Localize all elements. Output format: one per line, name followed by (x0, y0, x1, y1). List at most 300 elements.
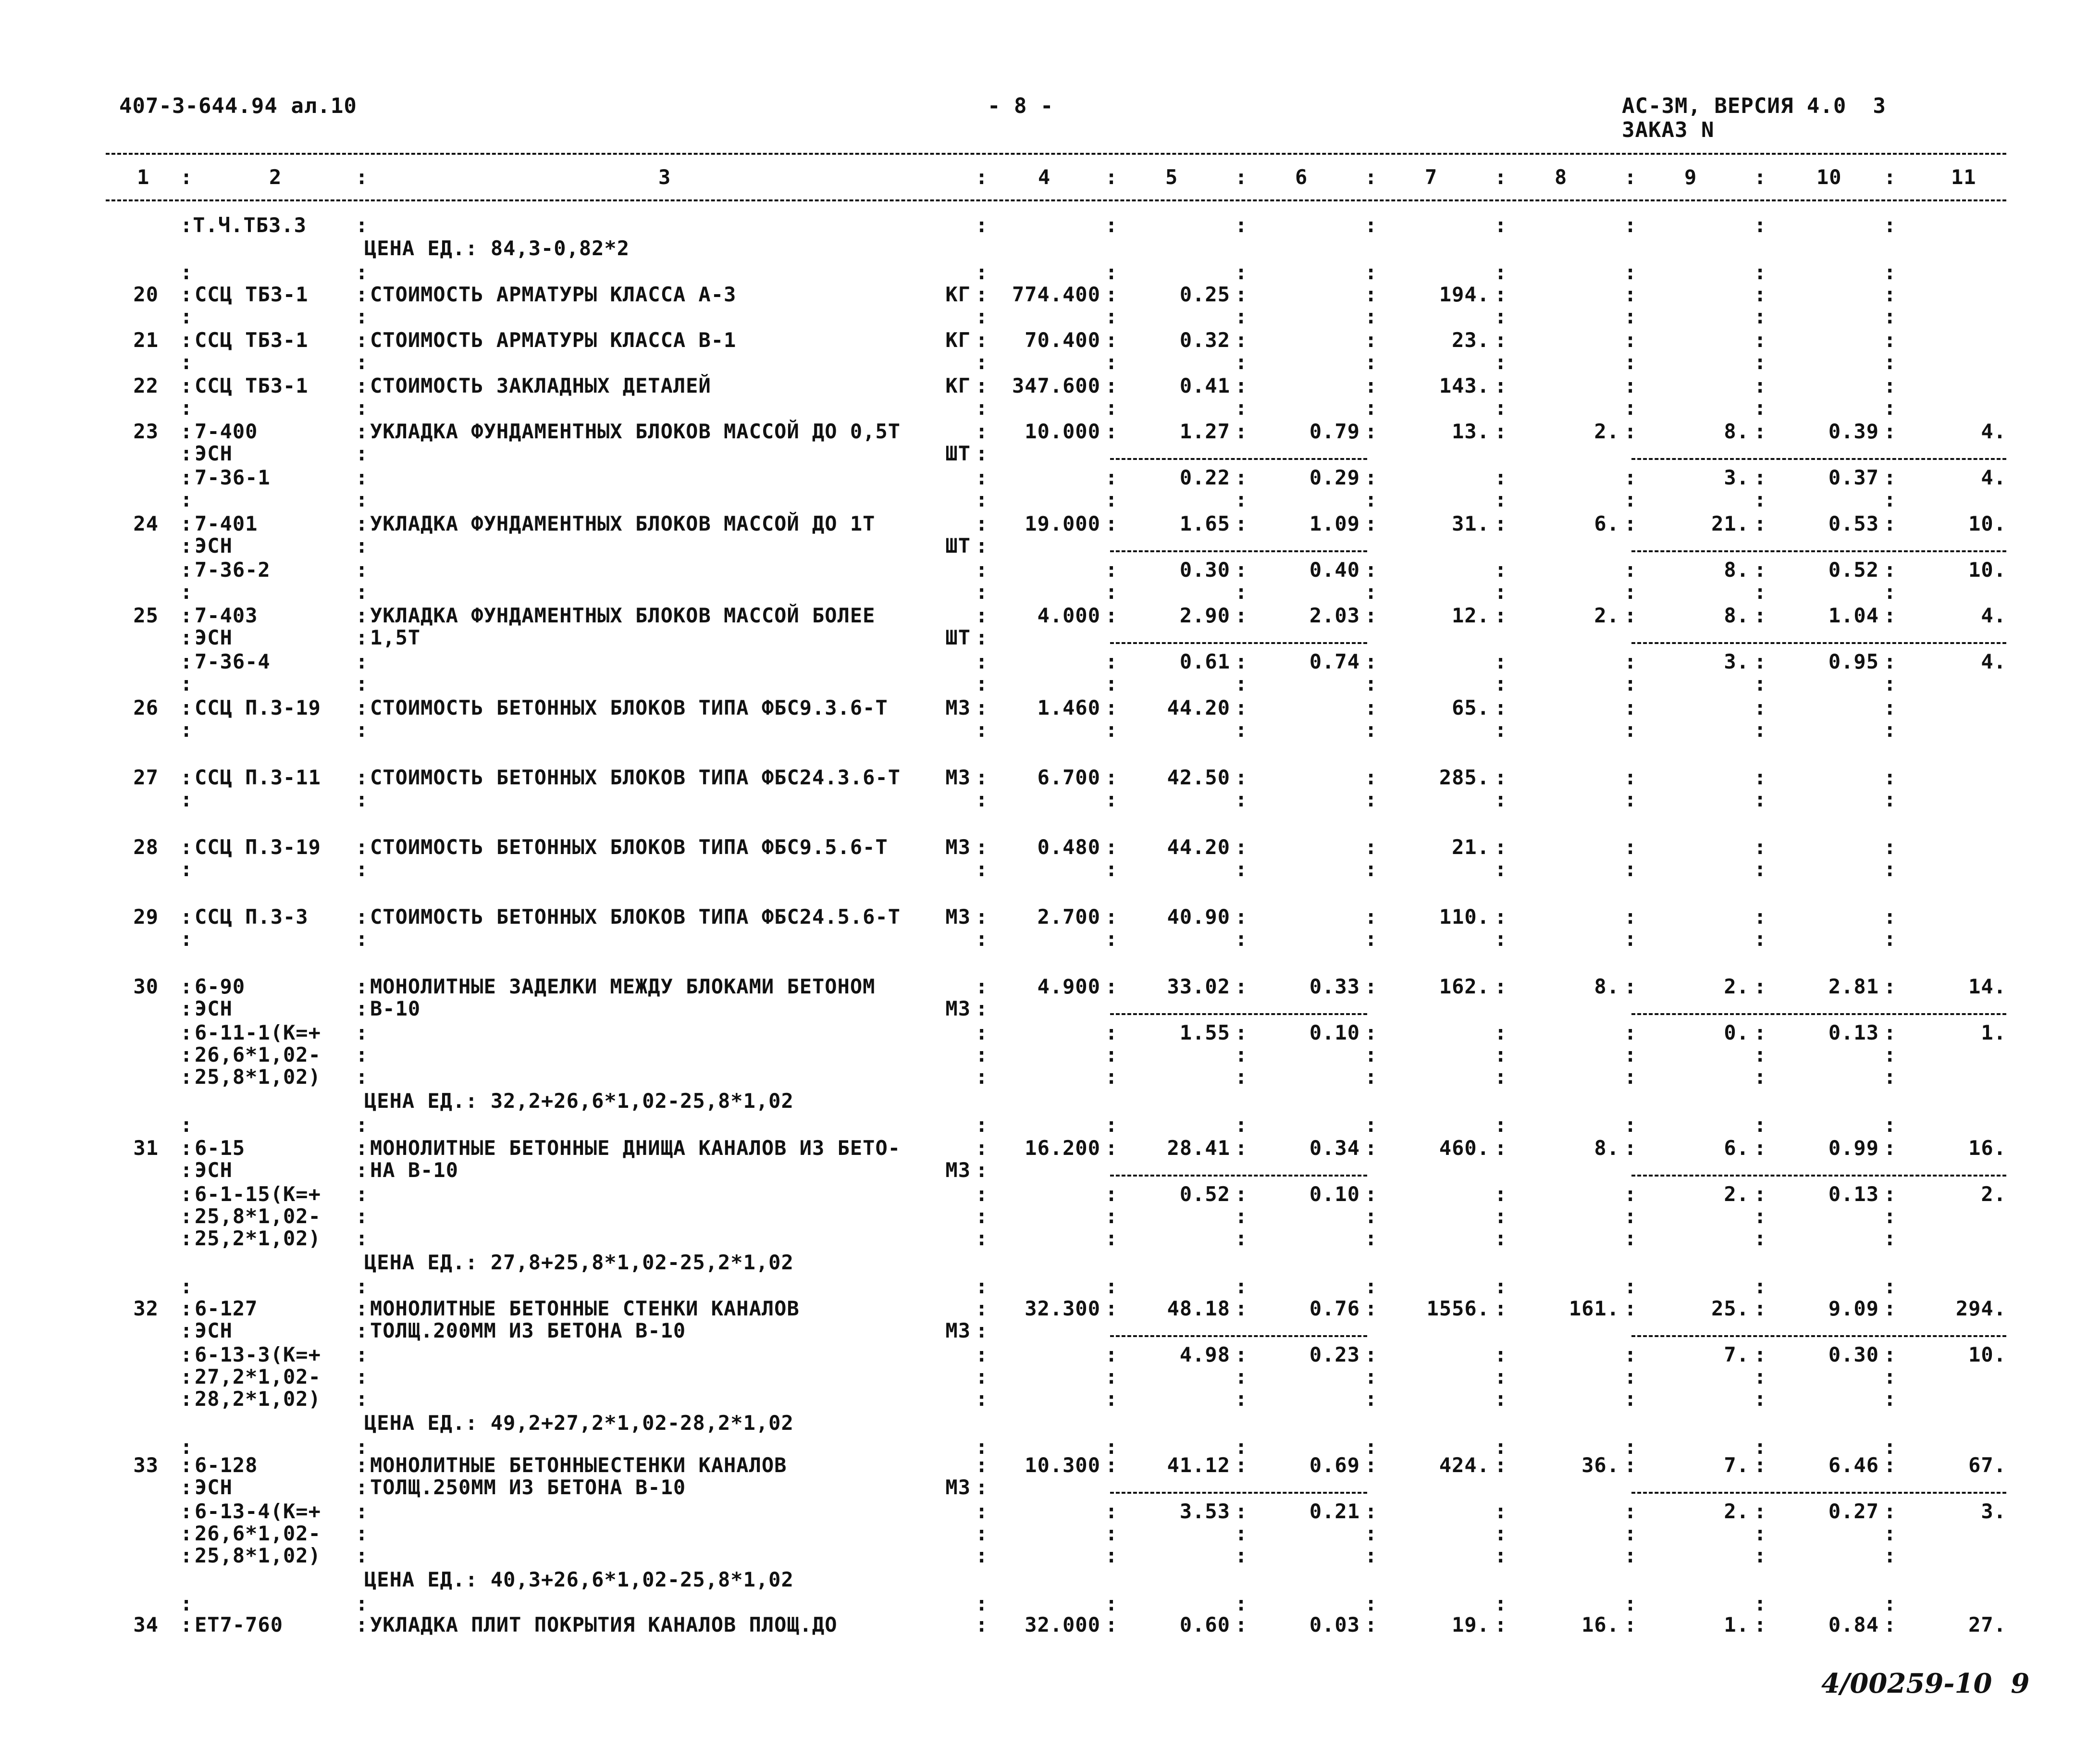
row-34-col9: 1. (1724, 1613, 1749, 1636)
row-23-col7: 13. (1452, 420, 1490, 443)
row-28-sep-1: : (356, 835, 369, 859)
row-31-sep-2: : (976, 1136, 988, 1160)
row-30-l4-sep-9: : (1884, 1043, 1897, 1066)
row-24-gap-sep-3: : (1105, 580, 1118, 604)
row-33-l5-sep-0: : (180, 1544, 193, 1567)
row-28-sep-3: : (1105, 835, 1118, 859)
row-28-gap-sep-2: : (976, 857, 988, 881)
row-23-col11: 4. (1981, 420, 2006, 443)
doc-code: 407-3-644.94 ал.10 (119, 94, 357, 118)
row-23-description: УКЛАДКА ФУНДАМЕНТНЫХ БЛОКОВ МАССОЙ ДО 0,5Т (370, 420, 901, 443)
row-31-col8: 8. (1594, 1136, 1619, 1160)
row-33-sep-8: : (1754, 1453, 1767, 1477)
row-29-sep-1: : (356, 905, 369, 929)
row-30-col6: 0.33 (1309, 975, 1360, 998)
row-28-gap-sep-5: : (1365, 857, 1378, 881)
row-24-l3-sep-9: : (1884, 558, 1897, 582)
row-26-gap-sep-3: : (1105, 718, 1118, 742)
row-20-gap-sep-6: : (1495, 305, 1507, 328)
row-22-sep-4: : (1235, 374, 1248, 397)
row-21-sep-9: : (1884, 328, 1897, 352)
row-24-sub-col11: 10. (1968, 558, 2006, 582)
row-32-sub-col6: 0.23 (1309, 1343, 1360, 1366)
row-24-split-rule-b (1631, 550, 2006, 552)
row-30-l4-sep-4: : (1235, 1043, 1248, 1066)
row-29-code: ССЦ П.3-3 (195, 905, 309, 929)
row-25-l3-sep-2: : (976, 650, 988, 673)
row-31-l5-sep-7: : (1624, 1227, 1637, 1250)
row-28-gap-sep-3: : (1105, 857, 1118, 881)
row-29-gap-sep-9: : (1884, 927, 1897, 951)
row-30-sep-0: : (180, 975, 193, 998)
row-30-l4-sep-5: : (1365, 1043, 1378, 1066)
row-26-number: 26 (133, 696, 159, 719)
row-23-l3-sep-2: : (976, 466, 988, 489)
row-20-sep-5: : (1365, 283, 1378, 306)
system-version: АС-3М, ВЕРСИЯ 4.0 3 (1622, 94, 1886, 118)
row-33-col8: 36. (1581, 1453, 1619, 1477)
row-24-l3-sep-3: : (1105, 558, 1118, 582)
row-21-gap-sep-7: : (1624, 350, 1637, 374)
column-header-8: 8 (1555, 165, 1568, 189)
row-27-gap-sep-2: : (976, 788, 988, 811)
row-22-unit: КГ (945, 374, 971, 397)
row-32-l3-sep-9: : (1884, 1343, 1897, 1366)
row-33-sep-5: : (1365, 1453, 1378, 1477)
row-32-sep-8: : (1754, 1297, 1767, 1320)
row-27-sep-2: : (976, 766, 988, 789)
column-header-5: 5 (1165, 165, 1178, 189)
row-24-sub-col9: 8. (1724, 558, 1749, 582)
row-33-sep-2: : (976, 1453, 988, 1477)
row-32-l3-sep-1: : (356, 1343, 369, 1366)
row-25-sub-col9: 3. (1724, 650, 1749, 673)
row-33-sub-col9: 2. (1724, 1500, 1749, 1523)
row-22-code: ССЦ ТБЗ-1 (195, 374, 309, 397)
row-32-col11: 294. (1955, 1297, 2006, 1320)
row-24-l2-sep-0: : (180, 534, 193, 558)
row-23-gap-sep-6: : (1495, 488, 1507, 511)
row-30-l3-sep-4: : (1235, 1021, 1248, 1044)
row-29-gap-sep-8: : (1754, 927, 1767, 951)
top-gap-sep-0: : (180, 260, 193, 284)
row-22-description: СТОИМОСТЬ ЗАКЛАДНЫХ ДЕТАЛЕЙ (370, 374, 711, 397)
row-21-gap-sep-0: : (180, 350, 193, 374)
row-27-gap-sep-9: : (1884, 788, 1897, 811)
row-30-sep-5: : (1365, 975, 1378, 998)
row-32-number: 32 (133, 1297, 159, 1320)
row-33-code-3: 6-13-4(К=+ (195, 1500, 321, 1523)
row-33-description-2: ТОЛЩ.250ММ ИЗ БЕТОНА В-10 (370, 1475, 686, 1499)
row-33-gap-sep-3: : (1105, 1592, 1118, 1615)
row-25-col10: 1.04 (1828, 604, 1879, 627)
row-31-sub-col5: 0.52 (1179, 1182, 1230, 1206)
row-33-quantity: 10.300 (1025, 1453, 1100, 1477)
row-30-l2-sep-0: : (180, 997, 193, 1020)
row-23-sub-col5: 0.22 (1179, 466, 1230, 489)
row-27-sep-8: : (1754, 766, 1767, 789)
row-31-gap-sep-6: : (1495, 1275, 1507, 1298)
row-31-code: 6-15 (195, 1136, 246, 1160)
row-27-sep-1: : (356, 766, 369, 789)
row-31-sep-5: : (1365, 1136, 1378, 1160)
row-23-l3-sep-5: : (1365, 466, 1378, 489)
row-30-gap-sep-5: : (1365, 1113, 1378, 1137)
row-24-col10: 0.53 (1828, 512, 1879, 535)
row-30-col8: 8. (1594, 975, 1619, 998)
row-24-sep-4: : (1235, 512, 1248, 535)
row-31-sep-1: : (356, 1136, 369, 1160)
row-31-gap-sep-3: : (1105, 1275, 1118, 1298)
row-33-code-2: ЭСН (195, 1475, 233, 1499)
row-32-l3-sep-0: : (180, 1343, 193, 1366)
row-31-l5-sep-1: : (356, 1227, 369, 1250)
row-22-quantity: 347.600 (1012, 374, 1100, 397)
row-30-description-2: В-10 (370, 997, 421, 1020)
row-33-l3-sep-5: : (1365, 1500, 1378, 1523)
row-34-col7: 19. (1452, 1613, 1490, 1636)
row-25-l3-sep-6: : (1495, 650, 1507, 673)
row-33-l2-sep-0: : (180, 1475, 193, 1499)
row-25-sep-1: : (356, 604, 369, 627)
row-24-l2-sep-1: : (356, 534, 369, 558)
row-20-gap-sep-7: : (1624, 305, 1637, 328)
row-31-code-3: 6-1-15(К=+ (195, 1182, 321, 1206)
row-25-sep-3: : (1105, 604, 1118, 627)
row-31-l3-sep-1: : (356, 1182, 369, 1206)
row-28-gap-sep-6: : (1495, 857, 1507, 881)
row-29-gap-sep-6: : (1495, 927, 1507, 951)
row-33-l3-sep-4: : (1235, 1500, 1248, 1523)
row-33-gap-sep-7: : (1624, 1592, 1637, 1615)
row-25-split-rule-a (1110, 642, 1367, 644)
row-21-col7: 23. (1452, 328, 1490, 352)
row-23-gap-sep-7: : (1624, 488, 1637, 511)
row-24-col6: 1.09 (1309, 512, 1360, 535)
price-formula-top: ЦЕНА ЕД.: 84,3-0,82*2 (364, 236, 630, 260)
row-32-col7: 1556. (1426, 1297, 1490, 1320)
row-23-col10: 0.39 (1828, 420, 1879, 443)
row-31-quantity: 16.200 (1025, 1136, 1100, 1160)
column-header-sep-7: : (1624, 165, 1637, 189)
column-header-sep-3: : (1105, 165, 1118, 189)
row-25-l3-sep-5: : (1365, 650, 1378, 673)
row-26-gap-sep-7: : (1624, 718, 1637, 742)
row-24-l2-sep-2: : (976, 534, 988, 558)
row-28-gap-sep-4: : (1235, 857, 1248, 881)
row-23-l3-sep-7: : (1624, 466, 1637, 489)
row-31-sep-7: : (1624, 1136, 1637, 1160)
row-25-gap-sep-7: : (1624, 672, 1637, 695)
row-33-sub-col6: 0.21 (1309, 1500, 1360, 1523)
row-33-gap-sep-9: : (1884, 1592, 1897, 1615)
row-22-gap-sep-5: : (1365, 396, 1378, 420)
row-34-sep-1: : (356, 1613, 369, 1636)
row-31-number: 31 (133, 1136, 159, 1160)
row-25-sep-9: : (1884, 604, 1897, 627)
row-33-l5-sep-5: : (1365, 1544, 1378, 1567)
row-32-l3-sep-4: : (1235, 1343, 1248, 1366)
row-21-gap-sep-1: : (356, 350, 369, 374)
row-21-gap-sep-3: : (1105, 350, 1118, 374)
row-32-l3-sep-7: : (1624, 1343, 1637, 1366)
row-24-sep-1: : (356, 512, 369, 535)
row-25-code-2: ЭСН (195, 626, 233, 649)
row-31-sub-col9: 2. (1724, 1182, 1749, 1206)
row-30-l3-sep-6: : (1495, 1021, 1507, 1044)
row-23-col6: 0.79 (1309, 420, 1360, 443)
row-26-sep-4: : (1235, 696, 1248, 719)
row-33-code: 6-128 (195, 1453, 258, 1477)
row-23-sep-6: : (1495, 420, 1507, 443)
row-24-l3-sep-2: : (976, 558, 988, 582)
row-30-gap-sep-9: : (1884, 1113, 1897, 1137)
row-26-description: СТОИМОСТЬ БЕТОННЫХ БЛОКОВ ТИПА ФБС9.3.6-Т (370, 696, 888, 719)
row-33-col6: 0.69 (1309, 1453, 1360, 1477)
row-33-l5-sep-4: : (1235, 1544, 1248, 1567)
row-31-l3-sep-6: : (1495, 1182, 1507, 1206)
row-26-sep-3: : (1105, 696, 1118, 719)
order-number: ЗАКАЗ N (1622, 118, 1715, 142)
row-27-sep-6: : (1495, 766, 1507, 789)
row-27-sep-7: : (1624, 766, 1637, 789)
row-29-sep-9: : (1884, 905, 1897, 929)
row-30-l4-sep-1: : (356, 1043, 369, 1066)
row-33-gap-sep-2: : (976, 1592, 988, 1615)
row-30-l3-sep-1: : (356, 1021, 369, 1044)
row-29-sep-0: : (180, 905, 193, 929)
row-31-l3-sep-0: : (180, 1182, 193, 1206)
row-31-code-2: ЭСН (195, 1158, 233, 1182)
row-26-sep-8: : (1754, 696, 1767, 719)
row-27-sep-5: : (1365, 766, 1378, 789)
row-32-l4-sep-2: : (976, 1365, 988, 1388)
row-28-sep-7: : (1624, 835, 1637, 859)
row-26-code: ССЦ П.3-19 (195, 696, 321, 719)
row-20-number: 20 (133, 283, 159, 306)
row-31-l2-sep-0: : (180, 1158, 193, 1182)
row-20-sep-8: : (1754, 283, 1767, 306)
top-sep-2: : (1105, 213, 1118, 237)
page-number: - 8 - (988, 94, 1054, 118)
row-34-code: ЕТ7-760 (195, 1613, 284, 1636)
row-33-l4-sep-6: : (1495, 1522, 1507, 1545)
top-gap-sep-8: : (1754, 260, 1767, 284)
row-24-code-2: ЭСН (195, 534, 233, 558)
row-25-l2-sep-1: : (356, 626, 369, 649)
row-32-description: МОНОЛИТНЫЕ БЕТОННЫЕ СТЕНКИ КАНАЛОВ (370, 1297, 800, 1320)
row-25-col8: 2. (1594, 604, 1619, 627)
row-33-l3-sep-0: : (180, 1500, 193, 1523)
row-33-l3-sep-6: : (1495, 1500, 1507, 1523)
row-20-sep-6: : (1495, 283, 1507, 306)
row-34-sep-0: : (180, 1613, 193, 1636)
top-sep-0: : (356, 213, 369, 237)
row-32-col9: 25. (1711, 1297, 1749, 1320)
row-34-col10: 0.84 (1828, 1613, 1879, 1636)
row-32-l5-sep-5: : (1365, 1387, 1378, 1411)
row-33-l5-sep-2: : (976, 1544, 988, 1567)
row-22-sep-2: : (976, 374, 988, 397)
row-32-gap-sep-4: : (1235, 1435, 1248, 1459)
row-24-l3-sep-8: : (1754, 558, 1767, 582)
row-31-l4-sep-3: : (1105, 1204, 1118, 1228)
row-25-l3-sep-9: : (1884, 650, 1897, 673)
row-20-sep-9: : (1884, 283, 1897, 306)
row-25-col7: 12. (1452, 604, 1490, 627)
row-26-gap-sep-6: : (1495, 718, 1507, 742)
row-32-unit: М3 (945, 1319, 971, 1342)
row-32-l3-sep-2: : (976, 1343, 988, 1366)
row-29-sep-6: : (1495, 905, 1507, 929)
row-31-l4-sep-6: : (1495, 1204, 1507, 1228)
row-25-gap-sep-4: : (1235, 672, 1248, 695)
row-31-l4-sep-4: : (1235, 1204, 1248, 1228)
row-29-col7: 110. (1439, 905, 1490, 929)
row-31-sep-0: : (180, 1136, 193, 1160)
row-33-col11: 67. (1968, 1453, 2006, 1477)
row-31-l3-sep-3: : (1105, 1182, 1118, 1206)
row-28-code: ССЦ П.3-19 (195, 835, 321, 859)
row-26-sep-9: : (1884, 696, 1897, 719)
row-21-gap-sep-2: : (976, 350, 988, 374)
row-30-code-4: 26,6*1,02- (195, 1043, 321, 1066)
row-32-sub-col10: 0.30 (1828, 1343, 1879, 1366)
row-32-split-rule-a (1110, 1335, 1367, 1337)
row-20-gap-sep-4: : (1235, 305, 1248, 328)
row-20-gap-sep-3: : (1105, 305, 1118, 328)
row-29-col5: 40.90 (1167, 905, 1230, 929)
row-33-l4-sep-7: : (1624, 1522, 1637, 1545)
row-28-quantity: 0.480 (1037, 835, 1100, 859)
row-32-gap-sep-2: : (976, 1435, 988, 1459)
column-header-3: 3 (658, 165, 671, 189)
row-21-sep-8: : (1754, 328, 1767, 352)
row-33-split-rule-a (1110, 1492, 1367, 1494)
row-32-sep-4: : (1235, 1297, 1248, 1320)
row-32-code-5: 28,2*1,02) (195, 1387, 321, 1411)
row-33-col10: 6.46 (1828, 1453, 1879, 1477)
row-30-sep-6: : (1495, 975, 1507, 998)
row-32-gap-sep-8: : (1754, 1435, 1767, 1459)
row-28-number: 28 (133, 835, 159, 859)
row-26-sep-7: : (1624, 696, 1637, 719)
row-31-gap-sep-9: : (1884, 1275, 1897, 1298)
row-23-l2-sep-2: : (976, 442, 988, 465)
row-31-l4-sep-7: : (1624, 1204, 1637, 1228)
row-26-col5: 44.20 (1167, 696, 1230, 719)
row-25-sub-col11: 4. (1981, 650, 2006, 673)
row-33-l3-sep-9: : (1884, 1500, 1897, 1523)
row-31-l4-sep-8: : (1754, 1204, 1767, 1228)
row-26-gap-sep-4: : (1235, 718, 1248, 742)
row-31-split-rule-a (1110, 1175, 1367, 1177)
row-24-quantity: 19.000 (1025, 512, 1100, 535)
row-34-sep-3: : (1105, 1613, 1118, 1636)
row-25-l3-sep-3: : (1105, 650, 1118, 673)
row-23-sub-col6: 0.29 (1309, 466, 1360, 489)
row-32-l4-sep-0: : (180, 1365, 193, 1388)
row-29-sep-5: : (1365, 905, 1378, 929)
row-22-sep-9: : (1884, 374, 1897, 397)
row-32-gap-sep-5: : (1365, 1435, 1378, 1459)
row-26-sep-1: : (356, 696, 369, 719)
row-32-price-formula: ЦЕНА ЕД.: 49,2+27,2*1,02-28,2*1,02 (364, 1411, 794, 1435)
row-24-col11: 10. (1968, 512, 2006, 535)
column-header-4: 4 (1038, 165, 1051, 189)
row-22-sep-7: : (1624, 374, 1637, 397)
row-33-sep-9: : (1884, 1453, 1897, 1477)
row-31-sep-8: : (1754, 1136, 1767, 1160)
row-31-sub-col10: 0.13 (1828, 1182, 1879, 1206)
row-25-l2-sep-0: : (180, 626, 193, 649)
row-30-l5-sep-1: : (356, 1065, 369, 1089)
row-33-l4-sep-9: : (1884, 1522, 1897, 1545)
row-23-split-rule-b (1631, 458, 2006, 460)
row-22-gap-sep-6: : (1495, 396, 1507, 420)
row-20-unit: КГ (945, 283, 971, 306)
row-30-sep-3: : (1105, 975, 1118, 998)
row-30-l3-sep-3: : (1105, 1021, 1118, 1044)
row-32-code-4: 27,2*1,02- (195, 1365, 321, 1388)
row-24-gap-sep-6: : (1495, 580, 1507, 604)
row-30-l5-sep-6: : (1495, 1065, 1507, 1089)
row-27-col7: 285. (1439, 766, 1490, 789)
top-gap-sep-1: : (356, 260, 369, 284)
row-33-l5-sep-6: : (1495, 1544, 1507, 1567)
row-32-l4-sep-9: : (1884, 1365, 1897, 1388)
row-32-gap-sep-0: : (180, 1435, 193, 1459)
row-31-sep-9: : (1884, 1136, 1897, 1160)
row-22-gap-sep-2: : (976, 396, 988, 420)
row-29-sep-8: : (1754, 905, 1767, 929)
row-31-l4-sep-1: : (356, 1204, 369, 1228)
top-sep-5: : (1495, 213, 1507, 237)
row-30-gap-sep-8: : (1754, 1113, 1767, 1137)
column-header-sep-5: : (1365, 165, 1378, 189)
row-33-l4-sep-4: : (1235, 1522, 1248, 1545)
row-25-description-2: 1,5Т (370, 626, 421, 649)
row-33-sub-col11: 3. (1981, 1500, 2006, 1523)
row-25-sep-7: : (1624, 604, 1637, 627)
column-header-1: 1 (137, 165, 150, 189)
handwritten-signature: 4/00259-10 9 (1821, 1668, 2030, 1699)
row-30-l3-sep-5: : (1365, 1021, 1378, 1044)
row-25-gap-sep-8: : (1754, 672, 1767, 695)
row-21-number: 21 (133, 328, 159, 352)
row-32-l5-sep-1: : (356, 1387, 369, 1411)
row-21-gap-sep-4: : (1235, 350, 1248, 374)
row-22-sep-8: : (1754, 374, 1767, 397)
row-30-gap-sep-7: : (1624, 1113, 1637, 1137)
row-33-unit: М3 (945, 1475, 971, 1499)
top-gap-sep-6: : (1495, 260, 1507, 284)
row-25-l3-sep-4: : (1235, 650, 1248, 673)
row-32-l4-sep-4: : (1235, 1365, 1248, 1388)
header-rule-top (106, 153, 2006, 155)
row-24-sub-col10: 0.52 (1828, 558, 1879, 582)
row-24-col8: 6. (1594, 512, 1619, 535)
row-23-gap-sep-3: : (1105, 488, 1118, 511)
row-21-sep-7: : (1624, 328, 1637, 352)
row-32-l4-sep-8: : (1754, 1365, 1767, 1388)
row-28-gap-sep-9: : (1884, 857, 1897, 881)
row-24-gap-sep-0: : (180, 580, 193, 604)
row-22-col5: 0.41 (1179, 374, 1230, 397)
row-33-l4-sep-0: : (180, 1522, 193, 1545)
row-28-gap-sep-1: : (356, 857, 369, 881)
row-24-l3-sep-4: : (1235, 558, 1248, 582)
